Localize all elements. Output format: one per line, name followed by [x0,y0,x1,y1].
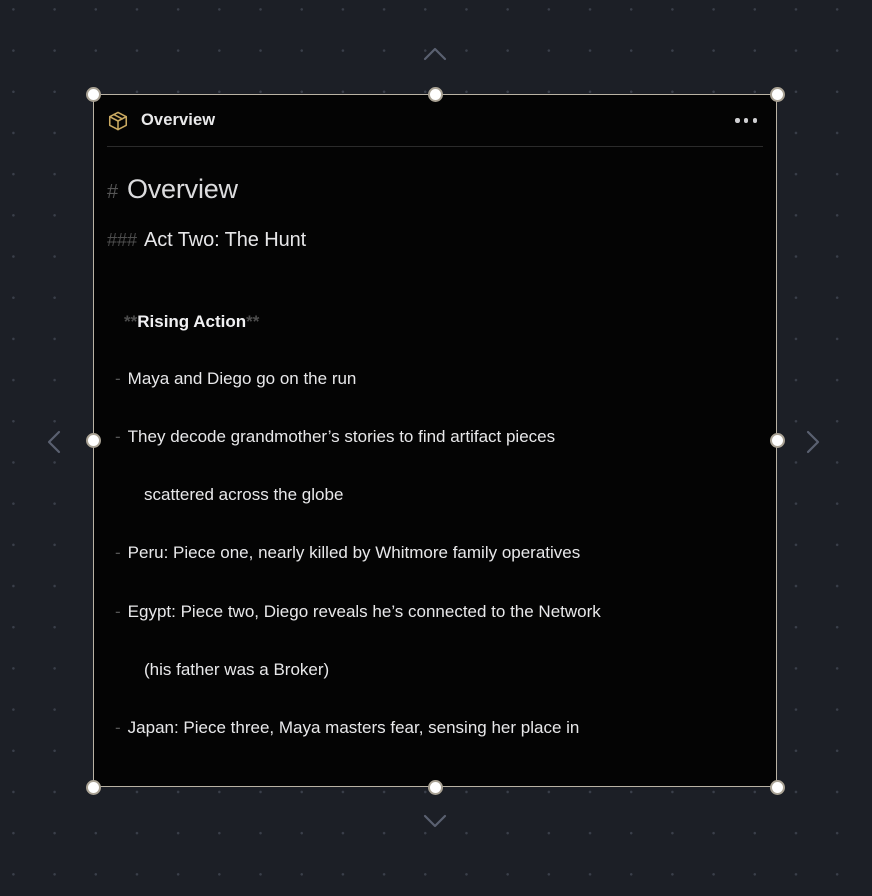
more-options-button[interactable] [733,112,759,128]
package-box-icon [107,110,129,132]
list-bullet: - [115,717,121,737]
heading3-marker: ### [107,229,138,250]
markdown-heading1 [107,173,757,206]
list-item-text: They decode grandmother’s stories to find artifact pieces [127,427,556,447]
chevron-up-icon[interactable] [421,44,449,64]
resize-handle-top-center[interactable] [428,87,443,102]
more-dot [735,118,739,122]
list-bullet: - [115,543,121,563]
panel-header [93,94,777,147]
panel-title: Overview [141,111,216,129]
resize-handle-bottom-right[interactable] [770,780,785,795]
list-item [107,426,757,448]
list-item [107,601,757,623]
blank-line [107,253,757,311]
heading1-text: Overview [126,174,238,204]
more-dot [744,118,748,122]
list-item [107,542,757,564]
chevron-left-icon[interactable] [44,428,64,456]
more-dot [753,118,757,122]
resize-handle-top-left[interactable] [86,87,101,102]
list-bullet: - [115,427,121,447]
list-item-text: Japan: Piece three, Maya masters fear, sensing her place in [127,717,580,737]
chevron-right-icon[interactable] [803,428,823,456]
bold-marker-open: ** [124,311,138,331]
list-item-text: Peru: Piece one, nearly killed by Whitmore family operatives [127,543,581,563]
bold-text: Rising Action [137,311,247,331]
list-item-continuation: scattered across the globe [144,485,344,505]
resize-handle-top-right[interactable] [770,87,785,102]
list-item-continuation: (his father was a Broker) [144,659,330,679]
resize-handle-bottom-left[interactable] [86,780,101,795]
chevron-down-icon[interactable] [421,811,449,831]
list-bullet: - [115,601,121,621]
resize-handle-bottom-center[interactable] [428,780,443,795]
bold-marker-close: ** [246,311,260,331]
heading1-marker: # [107,181,118,203]
list-bullet: - [115,369,121,389]
list-item-clipped [107,717,757,739]
markdown-document[interactable] [93,147,777,787]
markdown-bold-line [107,311,757,332]
list-item-text: Maya and Diego go on the run [127,369,357,389]
markdown-heading3 [107,228,757,253]
list-item [107,368,757,390]
heading3-text: Act Two: The Hunt [144,228,307,251]
overview-panel[interactable] [93,94,777,787]
list-item-text: Egypt: Piece two, Diego reveals he’s connected to the Network [127,601,601,621]
resize-handle-middle-left[interactable] [86,433,101,448]
selected-node-frame[interactable] [93,94,777,787]
resize-handle-middle-right[interactable] [770,433,785,448]
